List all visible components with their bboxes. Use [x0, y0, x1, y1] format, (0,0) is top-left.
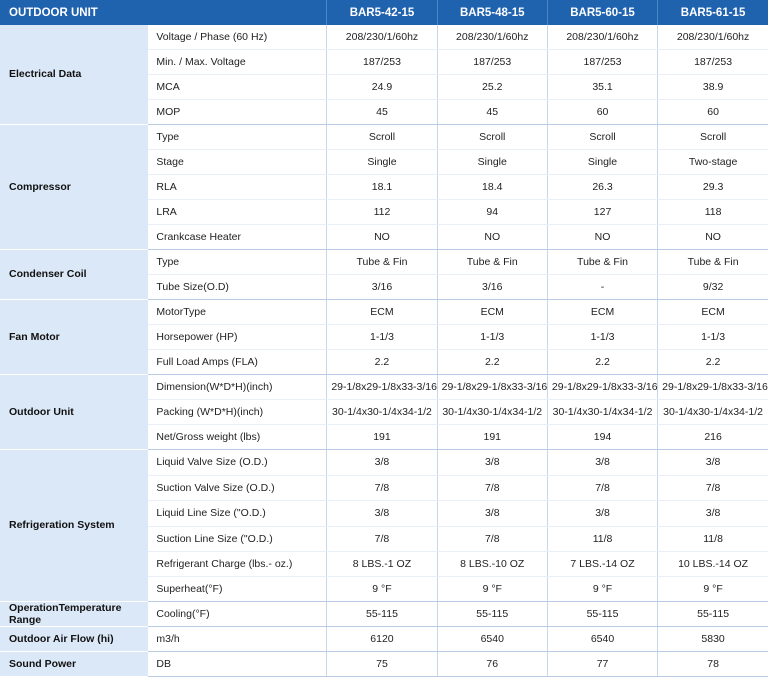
value-cell: 3/8: [437, 449, 547, 475]
parameter-label: m3/h: [148, 626, 326, 651]
value-cell: 2.2: [327, 349, 437, 374]
table-row: [0, 626, 768, 651]
value-cell: 75: [327, 651, 437, 676]
value-cell: 112: [327, 199, 437, 224]
parameter-label: Min. / Max. Voltage: [148, 49, 326, 74]
value-cell: 55-115: [547, 601, 657, 626]
parameter-label: Tube Size(O.D): [148, 274, 326, 299]
value-cell: 30-1/4x30-1/4x34-1/2: [658, 399, 768, 424]
value-cell: ECM: [327, 299, 437, 324]
value-cell: 35.1: [547, 74, 657, 99]
value-cell: NO: [327, 224, 437, 249]
parameter-label: MOP: [148, 99, 326, 124]
table-row: [0, 124, 768, 149]
value-cell: 191: [437, 424, 547, 449]
value-cell: 208/230/1/60hz: [547, 25, 657, 49]
value-cell: 3/8: [547, 449, 657, 475]
value-cell: 1-1/3: [327, 324, 437, 349]
value-cell: 6120: [327, 626, 437, 651]
value-cell: Tube & Fin: [327, 249, 437, 274]
value-cell: NO: [658, 224, 768, 249]
value-cell: 29-1/8x29-1/8x33-3/16: [547, 374, 657, 399]
value-cell: 7 LBS.-14 OZ: [547, 551, 657, 576]
section-label: Outdoor Unit: [0, 374, 148, 449]
section-label: Compressor: [0, 124, 148, 249]
parameter-label: Type: [148, 249, 326, 274]
value-cell: 3/8: [437, 500, 547, 526]
value-cell: Tube & Fin: [658, 249, 768, 274]
parameter-label: LRA: [148, 199, 326, 224]
value-cell: 29-1/8x29-1/8x33-3/16: [437, 374, 547, 399]
value-cell: 1-1/3: [547, 324, 657, 349]
value-cell: 38.9: [658, 74, 768, 99]
parameter-label: Dimension(W*D*H)(inch): [148, 374, 326, 399]
header-model: BAR5-60-15: [547, 0, 657, 25]
spec-table-body: [0, 25, 768, 676]
value-cell: 78: [658, 651, 768, 676]
value-cell: 3/16: [437, 274, 547, 299]
table-row: [0, 449, 768, 475]
value-cell: 191: [327, 424, 437, 449]
header-model: BAR5-48-15: [437, 0, 547, 25]
value-cell: 77: [547, 651, 657, 676]
value-cell: 187/253: [658, 49, 768, 74]
parameter-label: Superheat(°F): [148, 576, 326, 601]
parameter-label: Liquid Line Size ("O.D.): [148, 500, 326, 526]
value-cell: Scroll: [658, 124, 768, 149]
table-row: [0, 25, 768, 49]
value-cell: 9/32: [658, 274, 768, 299]
value-cell: 8 LBS.-1 OZ: [327, 551, 437, 576]
value-cell: 2.2: [547, 349, 657, 374]
value-cell: 9 °F: [327, 576, 437, 601]
header-model: BAR5-61-15: [658, 0, 768, 25]
value-cell: 30-1/4x30-1/4x34-1/2: [437, 399, 547, 424]
value-cell: 2.2: [437, 349, 547, 374]
parameter-label: MCA: [148, 74, 326, 99]
value-cell: ECM: [437, 299, 547, 324]
value-cell: 3/8: [658, 500, 768, 526]
header-outdoor-unit: OUTDOOR UNIT: [0, 0, 327, 25]
value-cell: 3/8: [658, 449, 768, 475]
value-cell: 3/8: [327, 500, 437, 526]
parameter-label: Crankcase Heater: [148, 224, 326, 249]
value-cell: 11/8: [547, 526, 657, 551]
value-cell: -: [547, 274, 657, 299]
value-cell: 29-1/8x29-1/8x33-3/16: [327, 374, 437, 399]
value-cell: 11/8: [658, 526, 768, 551]
value-cell: 45: [327, 99, 437, 124]
parameter-label: Suction Valve Size (O.D.): [148, 475, 326, 500]
section-label: Sound Power: [0, 651, 148, 676]
value-cell: 18.4: [437, 174, 547, 199]
table-row: [0, 374, 768, 399]
value-cell: 7/8: [658, 475, 768, 500]
value-cell: 3/16: [327, 274, 437, 299]
parameter-label: Packing (W*D*H)(inch): [148, 399, 326, 424]
value-cell: 30-1/4x30-1/4x34-1/2: [327, 399, 437, 424]
value-cell: 45: [437, 99, 547, 124]
value-cell: 7/8: [437, 526, 547, 551]
value-cell: 55-115: [658, 601, 768, 626]
parameter-label: Voltage / Phase (60 Hz): [148, 25, 326, 49]
value-cell: 6540: [437, 626, 547, 651]
parameter-label: Liquid Valve Size (O.D.): [148, 449, 326, 475]
value-cell: 9 °F: [658, 576, 768, 601]
value-cell: 60: [658, 99, 768, 124]
value-cell: 24.9: [327, 74, 437, 99]
value-cell: ECM: [547, 299, 657, 324]
value-cell: NO: [547, 224, 657, 249]
section-label: Electrical Data: [0, 25, 148, 124]
parameter-label: Cooling(°F): [148, 601, 326, 626]
value-cell: 55-115: [437, 601, 547, 626]
value-cell: Scroll: [437, 124, 547, 149]
value-cell: ECM: [658, 299, 768, 324]
value-cell: 94: [437, 199, 547, 224]
value-cell: 7/8: [547, 475, 657, 500]
value-cell: Tube & Fin: [437, 249, 547, 274]
parameter-label: Net/Gross weight (lbs): [148, 424, 326, 449]
parameter-label: MotorType: [148, 299, 326, 324]
value-cell: 127: [547, 199, 657, 224]
parameter-label: Horsepower (HP): [148, 324, 326, 349]
table-row: [0, 299, 768, 324]
value-cell: Two-stage: [658, 149, 768, 174]
value-cell: 3/8: [547, 500, 657, 526]
table-row: [0, 601, 768, 626]
value-cell: 18.1: [327, 174, 437, 199]
value-cell: 7/8: [437, 475, 547, 500]
value-cell: 9 °F: [437, 576, 547, 601]
table-header-row: [0, 0, 768, 25]
value-cell: 7/8: [327, 526, 437, 551]
value-cell: 216: [658, 424, 768, 449]
value-cell: 187/253: [437, 49, 547, 74]
parameter-label: Stage: [148, 149, 326, 174]
parameter-label: Refrigerant Charge (lbs.- oz.): [148, 551, 326, 576]
value-cell: 1-1/3: [658, 324, 768, 349]
parameter-label: DB: [148, 651, 326, 676]
value-cell: 29-1/8x29-1/8x33-3/16: [658, 374, 768, 399]
value-cell: 3/8: [327, 449, 437, 475]
section-label: Fan Motor: [0, 299, 148, 374]
value-cell: 60: [547, 99, 657, 124]
header-model: BAR5-42-15: [327, 0, 437, 25]
value-cell: 208/230/1/60hz: [327, 25, 437, 49]
value-cell: 9 °F: [547, 576, 657, 601]
value-cell: 208/230/1/60hz: [658, 25, 768, 49]
value-cell: Single: [437, 149, 547, 174]
table-row: [0, 249, 768, 274]
value-cell: 6540: [547, 626, 657, 651]
value-cell: 76: [437, 651, 547, 676]
section-label: Refrigeration System: [0, 449, 148, 601]
value-cell: 2.2: [658, 349, 768, 374]
parameter-label: RLA: [148, 174, 326, 199]
value-cell: Single: [327, 149, 437, 174]
value-cell: 25.2: [437, 74, 547, 99]
value-cell: 187/253: [547, 49, 657, 74]
value-cell: 1-1/3: [437, 324, 547, 349]
value-cell: 208/230/1/60hz: [437, 25, 547, 49]
value-cell: 5830: [658, 626, 768, 651]
value-cell: 10 LBS.-14 OZ: [658, 551, 768, 576]
parameter-label: Suction Line Size ("O.D.): [148, 526, 326, 551]
section-label: Condenser Coil: [0, 249, 148, 299]
value-cell: 187/253: [327, 49, 437, 74]
value-cell: 30-1/4x30-1/4x34-1/2: [547, 399, 657, 424]
value-cell: 194: [547, 424, 657, 449]
value-cell: Single: [547, 149, 657, 174]
value-cell: Scroll: [547, 124, 657, 149]
section-label: OperationTemperature Range: [0, 601, 148, 626]
value-cell: 118: [658, 199, 768, 224]
parameter-label: Type: [148, 124, 326, 149]
value-cell: 7/8: [327, 475, 437, 500]
parameter-label: Full Load Amps (FLA): [148, 349, 326, 374]
value-cell: 55-115: [327, 601, 437, 626]
value-cell: 29.3: [658, 174, 768, 199]
section-label: Outdoor Air Flow (hi): [0, 626, 148, 651]
value-cell: NO: [437, 224, 547, 249]
value-cell: 26.3: [547, 174, 657, 199]
value-cell: Scroll: [327, 124, 437, 149]
table-row: [0, 651, 768, 676]
value-cell: Tube & Fin: [547, 249, 657, 274]
value-cell: 8 LBS.-10 OZ: [437, 551, 547, 576]
